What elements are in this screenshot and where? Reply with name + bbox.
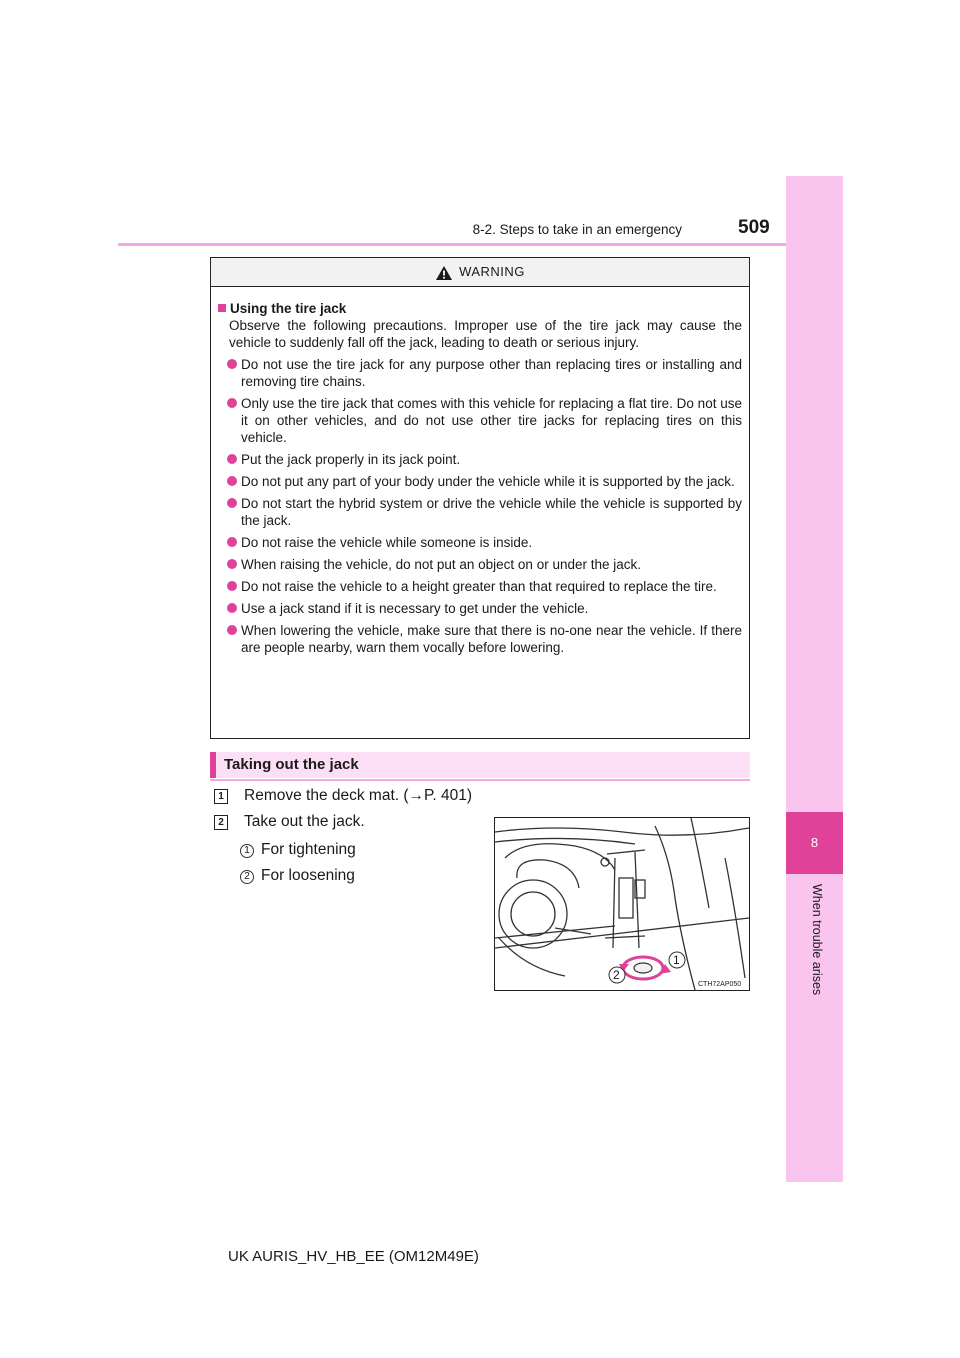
callout-2: 2 [613, 968, 620, 982]
illustration-code: CTH72AP050 [698, 981, 742, 988]
bullet-dot-icon [227, 498, 237, 508]
sub-item-text: For loosening [261, 867, 355, 884]
warning-bullet [218, 356, 742, 390]
sub-item-text: For tightening [261, 841, 356, 858]
bullet-dot-icon [227, 537, 237, 547]
bullet-text: Do not put any part of your body under the vehicle while it is supported by the jack. [241, 474, 735, 489]
bullet-text: Use a jack stand if it is necessary to get under the vehicle. [241, 601, 589, 616]
warning-box [210, 257, 750, 739]
section-heading-bar [210, 752, 750, 778]
chapter-number: 8 [810, 835, 819, 850]
square-bullet-icon [218, 304, 226, 312]
warning-bullet [218, 600, 742, 617]
bullet-dot-icon [227, 476, 237, 486]
chapter-title: When trouble arises [810, 884, 824, 996]
warning-bullet [218, 622, 742, 656]
section-header: 8-2. Steps to take in an emergency [472, 222, 682, 237]
section-title: Taking out the jack [224, 756, 359, 773]
sub-item-number-circle: 2 [240, 870, 254, 884]
warning-body [211, 287, 749, 656]
bullet-text: Do not use the tire jack for any purpose other than replacing tires or installing and removing tire chains. [241, 357, 742, 389]
bullet-text: Put the jack properly in its jack point. [241, 452, 461, 467]
warning-title: Using the tire jack [230, 301, 347, 316]
bullet-dot-icon [227, 359, 237, 369]
warning-bullet [218, 578, 742, 595]
warning-bullet [218, 556, 742, 573]
chapter-number-box [786, 812, 843, 874]
bullet-text: Only use the tire jack that comes with this vehicle for replacing a flat tire. Do not use it on other vehicles, and do not use other tire jacks for replacing tires on this vehicle. [241, 396, 742, 445]
step-text: Remove the deck mat. (→P. 401) [244, 787, 473, 804]
warning-intro: Observe the following precautions. Improper use of the tire jack may cause the vehicle to suddenly fall off the jack, leading to death or serious injury. [229, 318, 742, 350]
warning-title-row [218, 300, 742, 317]
bullet-dot-icon [227, 454, 237, 464]
step-number-box: 2 [214, 815, 228, 830]
jack-drawing [495, 818, 749, 990]
bullet-dot-icon [227, 625, 237, 635]
callout-1: 1 [673, 953, 680, 967]
warning-bullet [218, 473, 742, 490]
bullet-dot-icon [227, 581, 237, 591]
warning-bullet [218, 534, 742, 551]
sub-item-number-circle: 1 [240, 844, 254, 858]
bullet-dot-icon [227, 603, 237, 613]
warning-triangle-icon [435, 265, 453, 281]
jack-illustration [494, 817, 750, 991]
section-underline [210, 779, 750, 781]
model-footer: UK AURIS_HV_HB_EE (OM12M49E) [228, 1248, 479, 1265]
warning-heading: WARNING [459, 264, 525, 279]
bullet-text: Do not raise the vehicle while someone is inside. [241, 535, 533, 550]
step-text: Take out the jack. [244, 813, 365, 830]
bullet-text: Do not start the hybrid system or drive the vehicle while the vehicle is supported by the jack. [241, 496, 742, 528]
bullet-text: Do not raise the vehicle to a height greater than that required to replace the tire. [241, 579, 717, 594]
bullet-dot-icon [227, 559, 237, 569]
warning-bullet [218, 395, 742, 446]
warning-bullet [218, 495, 742, 529]
step-number-box: 1 [214, 789, 228, 804]
warning-bullet [218, 451, 742, 468]
bullet-text: When lowering the vehicle, make sure that there is no-one near the vehicle. If there are people nearby, warn them vocally before lowering. [241, 623, 742, 655]
warning-header [211, 258, 749, 287]
bullet-dot-icon [227, 398, 237, 408]
header-divider [118, 243, 786, 246]
chapter-side-tab [786, 176, 843, 1182]
page-number: 509 [738, 217, 770, 238]
bullet-text: When raising the vehicle, do not put an object on or under the jack. [241, 557, 641, 572]
